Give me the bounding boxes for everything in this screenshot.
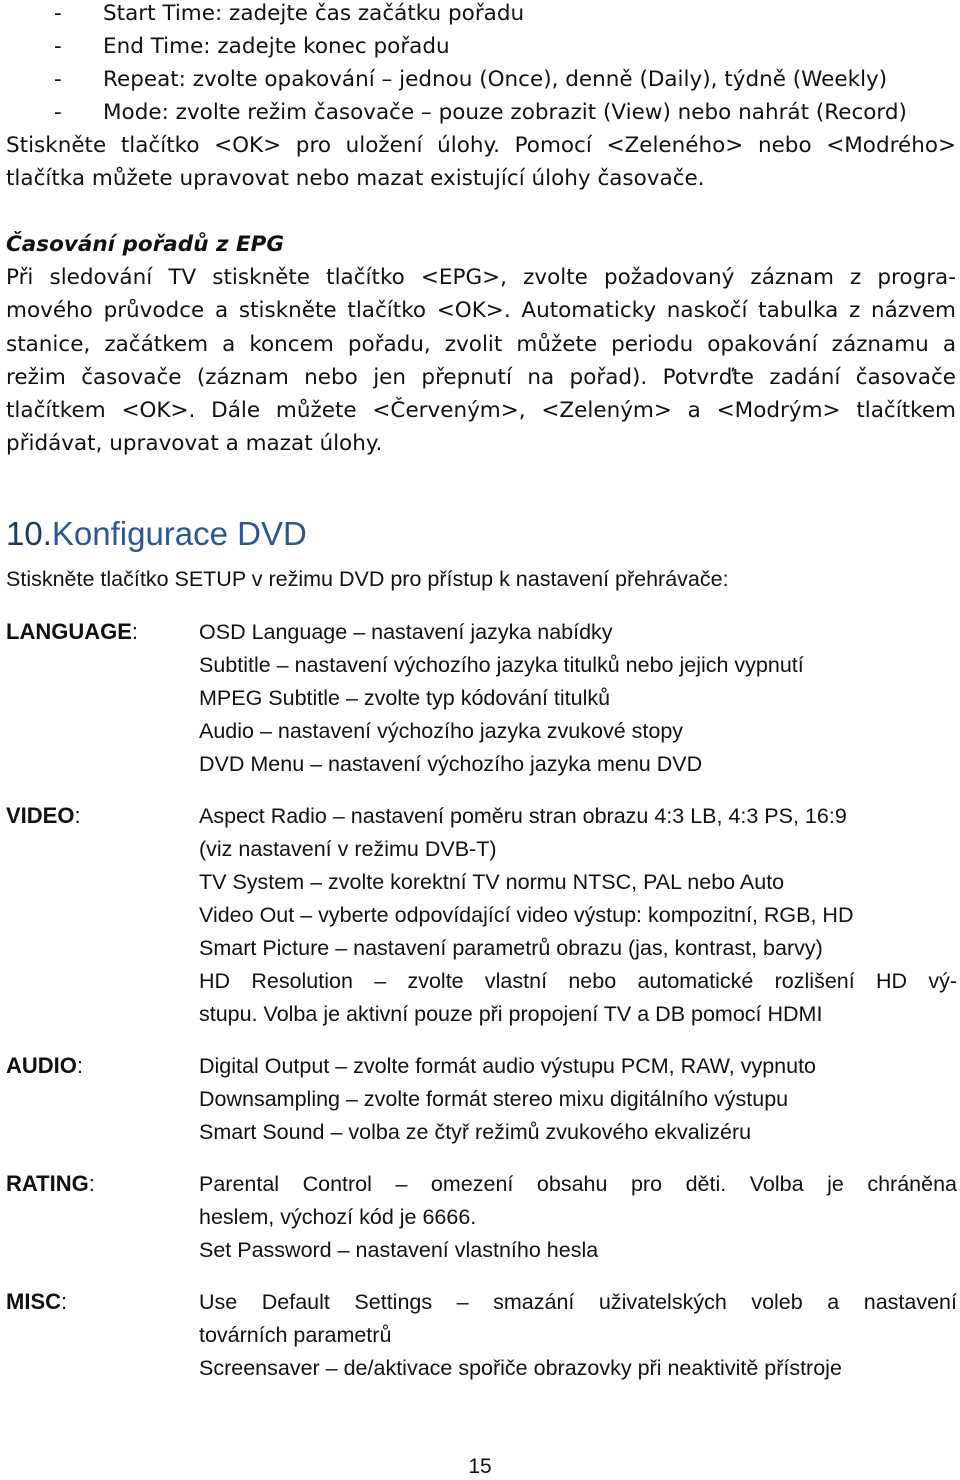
audio-item: Smart Sound – volba ze čtyř režimů zvukového ekvalizéru [199, 1120, 752, 1144]
timer-note-line: Stiskněte tlačítko <OK> pro uložení úlohy. Pomocí <Zeleného> nebo <Modrého> [6, 133, 956, 158]
timer-note-line: tlačítka můžete upravovat nebo mazat existující úlohy časovače. [6, 166, 705, 191]
video-item: TV System – zvolte korektní TV normu NTSC, PAL nebo Auto [199, 870, 785, 894]
language-item: DVD Menu – nastavení výchozího jazyka menu DVD [199, 752, 703, 776]
list-dash: - [54, 1, 62, 26]
video-item: stupu. Volba je aktivní pouze při propojení TV a DB pomocí HDMI [199, 1002, 823, 1026]
epg-heading: Časování pořadů z EPG [6, 232, 285, 257]
epg-paragraph-line: mového průvodce a stiskněte tlačítko <OK>. Automaticky naskočí tabulka z názvem [6, 298, 956, 323]
timer-field-start-time: Start Time: zadejte čas začátku pořadu [103, 1, 525, 26]
rating-label-text: RATING [6, 1171, 89, 1196]
video-item: (viz nastavení v režimu DVB-T) [199, 837, 497, 861]
section-intro: Stiskněte tlačítko SETUP v režimu DVD pro přístup k nastavení přehrávače: [6, 567, 729, 591]
language-item: MPEG Subtitle – zvolte typ kódování titulků [199, 686, 611, 710]
label-colon: : [76, 1053, 84, 1078]
label-colon: : [74, 803, 81, 828]
list-dash: - [54, 67, 62, 92]
epg-paragraph-line: tlačítkem <OK>. Dále můžete <Červeným>, <Zeleným> a <Modrým> tlačítkem [6, 398, 956, 423]
audio-label [6, 1053, 83, 1079]
language-item: OSD Language – nastavení jazyka nabídky [199, 620, 613, 644]
label-colon: : [131, 619, 139, 644]
timer-field-mode: Mode: zvolte režim časovače – pouze zobrazit (View) nebo nahrát (Record) [103, 100, 907, 125]
misc-item: továrních parametrů [199, 1323, 392, 1347]
language-label [6, 619, 138, 645]
label-colon: : [61, 1289, 68, 1314]
audio-label-text: AUDIO [6, 1053, 77, 1078]
list-dash: - [54, 34, 62, 59]
rating-item: heslem, výchozí kód je 6666. [199, 1205, 477, 1229]
rating-label [6, 1171, 95, 1197]
epg-paragraph-line: přidávat, upravovat a mazat úlohy. [6, 431, 383, 456]
video-item: HD Resolution – zvolte vlastní nebo automatické rozlišení HD vý- [199, 969, 957, 993]
misc-label-text: MISC [6, 1289, 61, 1314]
epg-paragraph-line: Při sledování TV stiskněte tlačítko <EPG>, zvolte požadovaný záznam z progra- [6, 265, 956, 290]
timer-field-repeat: Repeat: zvolte opakování – jednou (Once), denně (Daily), týdně (Weekly) [103, 67, 888, 92]
list-dash: - [54, 100, 62, 125]
epg-paragraph-line: režim časovače (záznam nebo jen přepnutí na pořad). Potvrďte zadání časovače [6, 365, 956, 390]
language-item: Audio – nastavení výchozího jazyka zvukové stopy [199, 719, 684, 743]
language-item: Subtitle – nastavení výchozího jazyka titulků nebo jejich vypnutí [199, 653, 804, 677]
video-label-text: VIDEO [6, 803, 75, 828]
timer-field-end-time: End Time: zadejte konec pořadu [103, 34, 450, 59]
video-item: Smart Picture – nastavení parametrů obrazu (jas, kontrast, barvy) [199, 936, 823, 960]
language-label-text: LANGUAGE [6, 619, 132, 644]
section-title-text: Konfigurace DVD [51, 515, 307, 552]
rating-item: Set Password – nastavení vlastního hesla [199, 1238, 599, 1262]
audio-item: Digital Output – zvolte formát audio výstupu PCM, RAW, vypnuto [199, 1054, 817, 1078]
rating-item: Parental Control – omezení obsahu pro děti. Volba je chráněna [199, 1172, 957, 1196]
audio-item: Downsampling – zvolte formát stereo mixu digitálního výstupu [199, 1087, 789, 1111]
video-item: Video Out – vyberte odpovídající video výstup: kompozitní, RGB, HD [199, 903, 854, 927]
misc-label [6, 1289, 67, 1315]
misc-item: Use Default Settings – smazání uživatelských voleb a nastavení [199, 1290, 957, 1314]
video-label [6, 803, 81, 829]
video-item: Aspect Radio – nastavení poměru stran obrazu 4:3 LB, 4:3 PS, 16:9 [199, 804, 847, 828]
section-number: 10. [6, 515, 52, 552]
misc-item: Screensaver – de/aktivace spořiče obrazovky při neaktivitě přístroje [199, 1356, 842, 1380]
page-number: 15 [468, 1455, 492, 1478]
epg-paragraph-line: stanice, začátkem a koncem pořadu, zvolit můžete periodu opakování záznamu a [6, 332, 956, 357]
section-title [6, 514, 307, 554]
label-colon: : [88, 1171, 95, 1196]
